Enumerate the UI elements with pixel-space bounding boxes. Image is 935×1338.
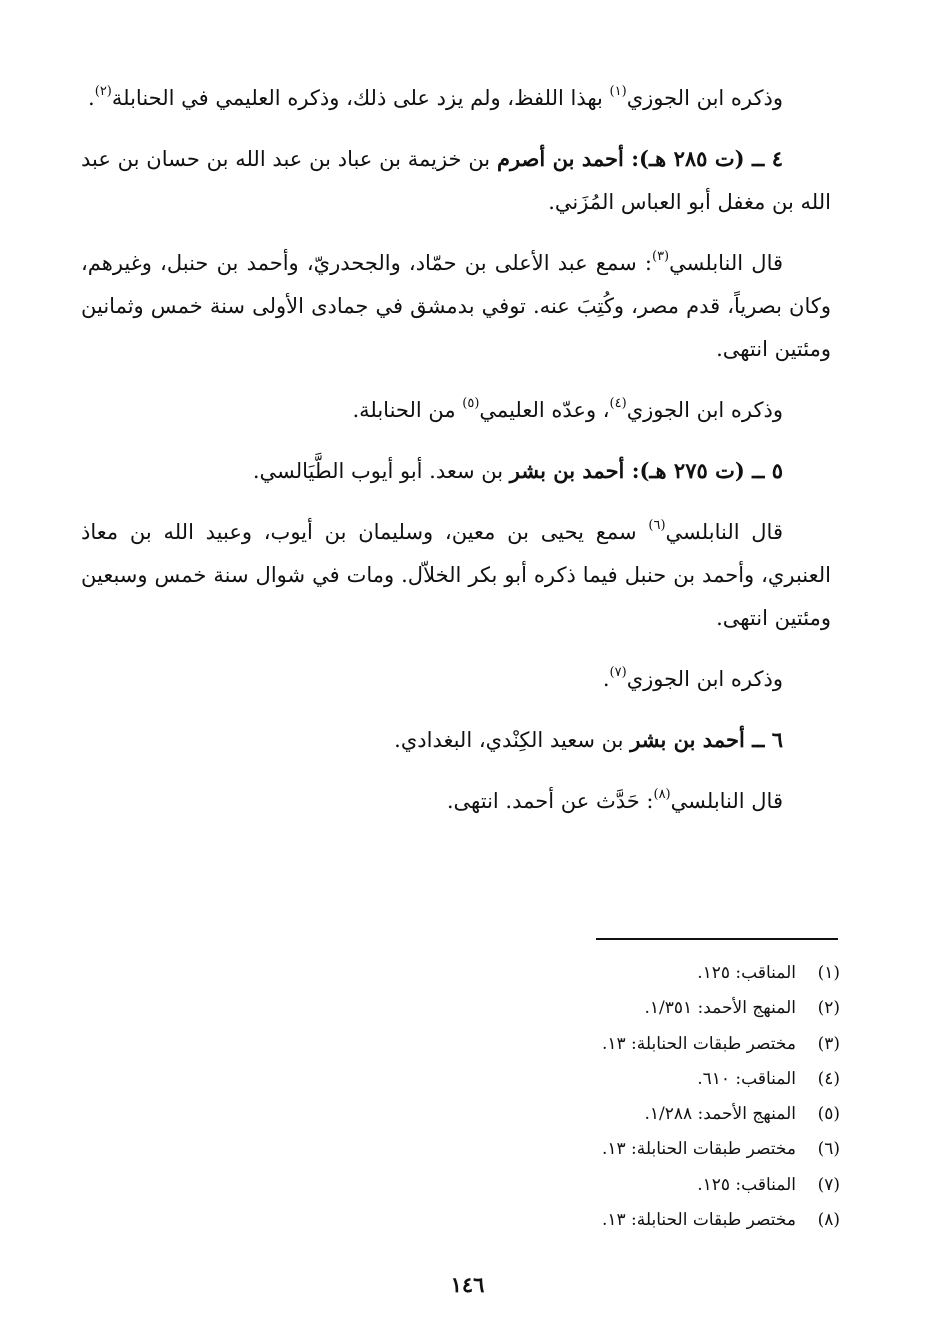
paragraph bbox=[81, 449, 831, 493]
paragraph-text: بن سعد. أبو أيوب الطَّيَالسي. bbox=[252, 459, 510, 483]
paragraph-text: قال النابلسي bbox=[669, 251, 784, 275]
footnote-number: (٢) bbox=[817, 998, 840, 1019]
paragraph-text: . bbox=[88, 86, 95, 110]
paragraph-text: وذكره ابن الجوزي bbox=[626, 86, 783, 110]
footnote-text: المناقب: ١٢٥. bbox=[697, 1174, 796, 1195]
footnote bbox=[440, 1132, 840, 1167]
footnote-reference[interactable]: (٨) bbox=[653, 787, 671, 802]
footnote bbox=[440, 1062, 840, 1097]
footnote-text: المنهج الأحمد: ١/٣٥١. bbox=[644, 998, 796, 1019]
paragraph-text: : حَدَّث عن أحمد. انتهى. bbox=[446, 789, 654, 813]
footnote-reference[interactable]: (١) bbox=[609, 84, 627, 99]
paragraph bbox=[81, 718, 831, 762]
paragraph-text: . bbox=[602, 667, 610, 691]
footnote bbox=[440, 1097, 840, 1132]
entry-heading: ٥ ــ (ت ٢٧٥ هـ): أحمد بن بشر bbox=[509, 458, 783, 483]
footnote-reference[interactable]: (٤) bbox=[609, 396, 627, 411]
footnote bbox=[440, 1168, 840, 1203]
paragraph-text: سمع يحيى بن معين، وسليمان بن أيوب، وعبيد الله بن معاذ العنبري، وأحمد بن حنبل فيما ذكره أبو بكر الخلاّل. ومات في شوال سنة خمس وسبعين ومئتين انتهى. bbox=[81, 520, 831, 630]
footnote-reference[interactable]: (٦) bbox=[648, 518, 666, 533]
footnote-text: المناقب: ٦١٠. bbox=[697, 1068, 796, 1089]
footnote-text: مختصر طبقات الحنابلة: ١٣. bbox=[601, 1139, 796, 1160]
footnote-text: مختصر طبقات الحنابلة: ١٣. bbox=[601, 1033, 796, 1054]
footnote-number: (٣) bbox=[817, 1033, 840, 1054]
paragraph-text: من الحنابلة. bbox=[352, 398, 463, 422]
footnote-text: مختصر طبقات الحنابلة: ١٣. bbox=[601, 1210, 796, 1231]
footnote bbox=[440, 956, 840, 991]
footnote bbox=[440, 1203, 840, 1238]
entry-heading: ٦ ــ أحمد بن بشر bbox=[630, 727, 783, 752]
footnote-text: المنهج الأحمد: ١/٢٨٨. bbox=[644, 1104, 796, 1125]
paragraph bbox=[81, 779, 831, 823]
entry-heading: ٤ ــ (ت ٢٨٥ هـ): أحمد بن أصرم bbox=[496, 146, 783, 171]
footnote-number: (٨) bbox=[817, 1210, 840, 1231]
footnote-reference[interactable]: (٥) bbox=[462, 396, 480, 411]
footnote bbox=[440, 1027, 840, 1062]
footnote-reference[interactable]: (٧) bbox=[609, 665, 627, 680]
paragraph-text: قال النابلسي bbox=[665, 520, 783, 544]
paragraph-text: بهذا اللفظ، ولم يزد على ذلك، وذكره العليمي في الحنابلة bbox=[111, 86, 610, 110]
footnote-number: (٤) bbox=[817, 1068, 840, 1089]
paragraph bbox=[81, 657, 831, 701]
paragraph bbox=[81, 510, 831, 640]
paragraph-text: بن سعيد الكِنْدي، البغدادي. bbox=[394, 728, 631, 752]
paragraph bbox=[81, 76, 831, 120]
main-text bbox=[81, 76, 831, 840]
footnote-separator bbox=[596, 938, 838, 940]
page-number: ١٤٦ bbox=[450, 1272, 485, 1297]
footnote-reference[interactable]: (٢) bbox=[94, 84, 112, 99]
footnotes-list bbox=[440, 956, 840, 1238]
footnote-number: (٧) bbox=[817, 1174, 840, 1195]
footnote-number: (١) bbox=[817, 963, 840, 983]
paragraph-text: بن خزيمة بن عباد بن عبد الله بن حسان بن عبد الله بن مغفل أبو العباس المُزَني. bbox=[81, 147, 831, 214]
footnote-number: (٦) bbox=[817, 1139, 840, 1160]
footnote bbox=[440, 991, 840, 1026]
paragraph-text: ، وعدّه العليمي bbox=[479, 398, 610, 422]
paragraph-text: وذكره ابن الجوزي bbox=[626, 398, 783, 422]
footnote-reference[interactable]: (٣) bbox=[651, 249, 670, 264]
paragraph bbox=[81, 241, 831, 371]
paragraph bbox=[81, 388, 831, 432]
footnote-number: (٥) bbox=[817, 1104, 840, 1125]
paragraph-text: وذكره ابن الجوزي bbox=[626, 667, 783, 691]
paragraph-text: قال النابلسي bbox=[670, 789, 783, 813]
footnote-text: المناقب: ١٢٥. bbox=[697, 963, 796, 983]
paragraph bbox=[81, 137, 831, 224]
paragraph-text: : سمع عبد الأعلى بن حمّاد، والجحدريّ، وأحمد بن حنبل، وغيرهم، وكان بصرياً، قدم مصر، وكُتِبَ عنه. توفي بدمشق في جمادى الأولى سنة خمس وثمانين ومئتين انتهى. bbox=[81, 251, 831, 361]
